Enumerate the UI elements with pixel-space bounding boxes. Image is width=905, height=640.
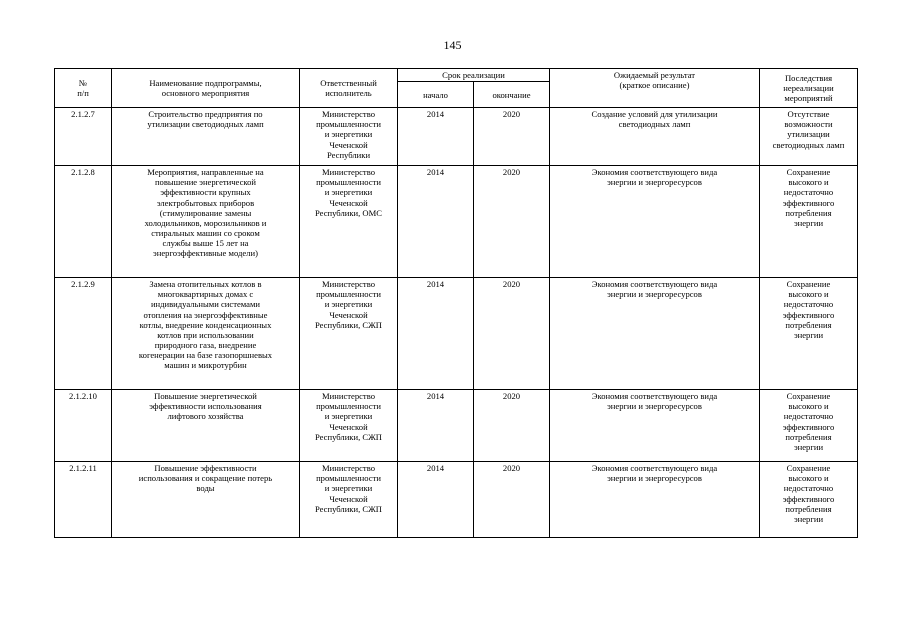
row-name: Повышение эффективности использования и сокращение потерь воды	[112, 462, 300, 538]
row-consequences: Сохранение высокого и недостаточно эффективного потребления энергии	[760, 278, 858, 390]
row-name: Замена отопительных котлов в многоквартирных домах с индивидуальными системами отопления на энергоэффективные котлы, внедрение конденсационных котлов при использовании природного газа, внедрение когенерации на базе газопоршневых машин и микротурбин	[112, 278, 300, 390]
row-start: 2014	[398, 108, 474, 166]
table-row	[55, 108, 858, 166]
row-result: Создание условий для утилизации светодиодных ламп	[550, 108, 760, 166]
header-period: Срок реализации	[398, 69, 550, 82]
row-consequences: Отсутствие возможности утилизации светодиодных ламп	[760, 108, 858, 166]
row-consequences: Сохранение высокого и недостаточно эффективного потребления энергии	[760, 390, 858, 462]
row-responsible: Министерство промышленности и энергетики Чеченской Республики, СЖП	[300, 390, 398, 462]
row-num: 2.1.2.8	[55, 166, 112, 278]
header-start: начало	[398, 82, 474, 108]
row-num: 2.1.2.9	[55, 278, 112, 390]
table-row	[55, 166, 858, 278]
table-header	[55, 69, 858, 108]
table-row	[55, 278, 858, 390]
header-consequences: Последствия нереализации мероприятий	[760, 69, 858, 108]
row-name: Повышение энергетической эффективности использования лифтового хозяйства	[112, 390, 300, 462]
row-start: 2014	[398, 166, 474, 278]
row-consequences: Сохранение высокого и недостаточно эффективного потребления энергии	[760, 462, 858, 538]
page-number: 145	[443, 38, 462, 52]
row-responsible: Министерство промышленности и энергетики Чеченской Республики, СЖП	[300, 278, 398, 390]
table-row	[55, 390, 858, 462]
row-num: 2.1.2.7	[55, 108, 112, 166]
row-consequences: Сохранение высокого и недостаточно эффективного потребления энергии	[760, 166, 858, 278]
row-name: Строительство предприятия по утилизации светодиодных ламп	[112, 108, 300, 166]
program-measures-table	[54, 68, 858, 538]
row-result: Экономия соответствующего вида энергии и энергоресурсов	[550, 166, 760, 278]
header-end: окончание	[474, 82, 550, 108]
row-start: 2014	[398, 278, 474, 390]
row-num: 2.1.2.10	[55, 390, 112, 462]
header-responsible: Ответственный исполнитель	[300, 69, 398, 108]
row-name: Мероприятия, направленные на повышение энергетической эффективности крупных электробытовых приборов (стимулирование замены холодильников, морозильников и стиральных машин со сроком службы выше 15 лет на энергоэффективные модели)	[112, 166, 300, 278]
row-responsible: Министерство промышленности и энергетики Чеченской Республики, ОМС	[300, 166, 398, 278]
row-end: 2020	[474, 390, 550, 462]
header-num: № п/п	[55, 69, 112, 108]
row-end: 2020	[474, 108, 550, 166]
row-result: Экономия соответствующего вида энергии и энергоресурсов	[550, 390, 760, 462]
row-result: Экономия соответствующего вида энергии и энергоресурсов	[550, 278, 760, 390]
row-end: 2020	[474, 278, 550, 390]
row-end: 2020	[474, 166, 550, 278]
row-end: 2020	[474, 462, 550, 538]
row-result: Экономия соответствующего вида энергии и энергоресурсов	[550, 462, 760, 538]
row-responsible: Министерство промышленности и энергетики Чеченской Республики	[300, 108, 398, 166]
row-start: 2014	[398, 462, 474, 538]
row-num: 2.1.2.11	[55, 462, 112, 538]
header-result: Ожидаемый результат (краткое описание)	[550, 69, 760, 108]
header-name: Наименование подпрограммы, основного мероприятия	[112, 69, 300, 108]
table-row	[55, 462, 858, 538]
row-responsible: Министерство промышленности и энергетики Чеченской Республики, СЖП	[300, 462, 398, 538]
row-start: 2014	[398, 390, 474, 462]
